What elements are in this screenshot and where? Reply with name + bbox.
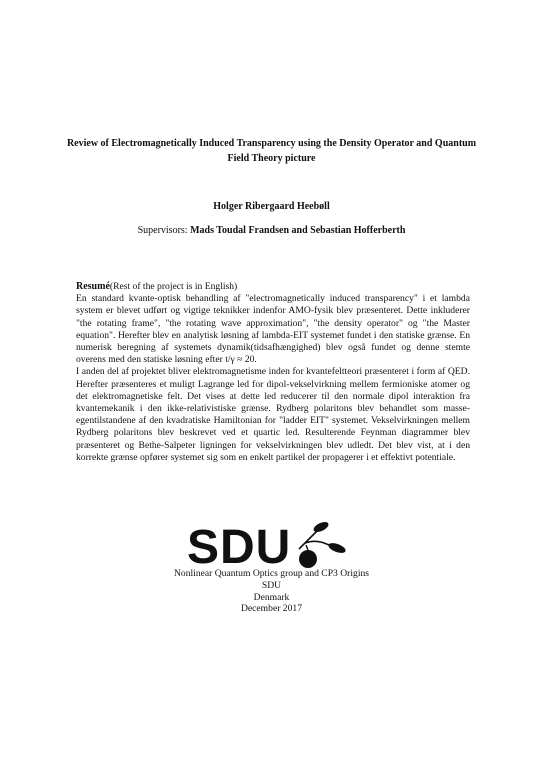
apple-branch-icon	[299, 521, 347, 568]
supervisors-names: Mads Toudal Frandsen and Sebastian Hofferberth	[190, 225, 406, 236]
document-title: Review of Electromagnetically Induced Transparency using the Density Operator and Quantum Field Theory picture	[66, 138, 477, 164]
supervisors-label: Supervisors:	[137, 225, 188, 236]
affiliation-block	[0, 568, 543, 615]
sdu-logo-text: SDU	[186, 521, 291, 569]
abstract-heading-note: (Rest of the project is in English)	[109, 281, 238, 292]
author-name: Holger Ribergaard Heebøll	[213, 201, 330, 212]
abstract-heading-line	[76, 281, 470, 293]
supervisors-line	[0, 225, 543, 236]
sdu-logo-mark	[187, 521, 357, 569]
abstract-section	[76, 281, 470, 464]
abstract-heading: Resumé	[76, 281, 110, 292]
university-name: SDU	[261, 579, 282, 591]
country-name: Denmark	[253, 591, 290, 603]
abstract-paragraph-2: I anden del af projektet bliver elektromagnetisme inden for kvantefeltteori præsenteret i form af QED. Herefter præsenteres et muligt Lagrange led for dipol-vekselvirkning mellem fermioniske atomer og det elektromagnetiske felt. Det vises at dette led reducerer til den normale dipol interaktion fra kvantemekanik i den ikke-relativistiske grænse. Rydberg polaritons blev behandlet som masse-egentilstandene af den kvadratiske Hamiltonian for "ladder EIT" systemet. Vekselvirkningen mellem Rydberg polaritons blev beskrevet ved et quartic led. Resulterende Feynman diagrammer blev præsenteret og Bethe-Salpeter ligningen for vekselvirkningen blev udledt. Det blev vist, at i den korrekte grænse opfører systemet sig som en enkelt partikel der propagerer i et effektivt potentiale.	[76, 366, 470, 463]
document-date: December 2017	[240, 603, 302, 615]
abstract-paragraph-1: En standard kvante-optisk behandling af "electromagnetically induced transparency" i et lambda system er blevet udført og vigtige teknikker indenfor AMO-fysik blev præsenteret. Dette inkluderer "the rotating frame", "the rotating wave approximation", "the density operator" og "the Master equation". Herefter blev en analytisk løsning af lambda-EIT systemet fundet i den statiske grænse. En numerisk beregning af systemets dynamik(tidsafhængighed) blev også fundet og denne stemte overens med den statiske løsning efter t/γ ≈ 20.	[76, 293, 470, 366]
sdu-logo	[0, 521, 543, 569]
research-group: Nonlinear Quantum Optics group and CP3 Origins	[173, 568, 370, 579]
